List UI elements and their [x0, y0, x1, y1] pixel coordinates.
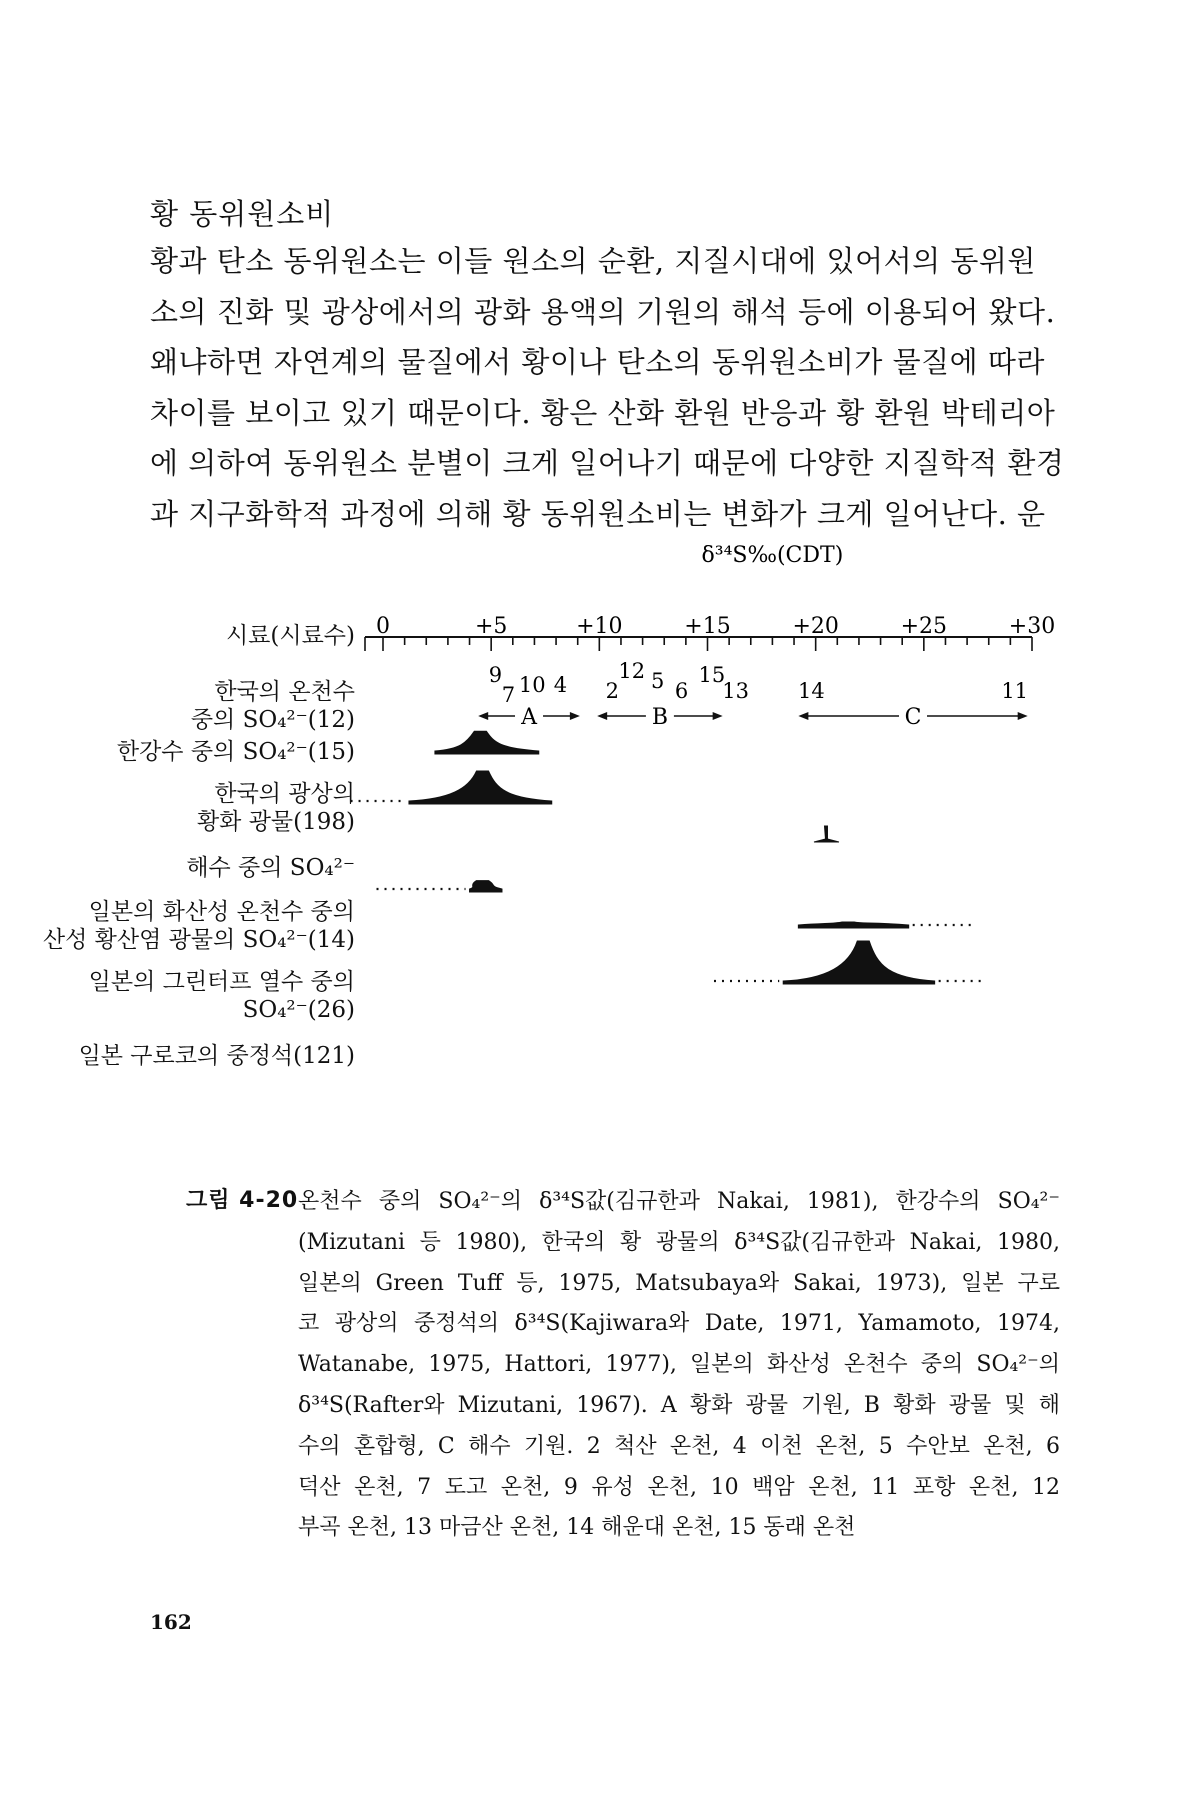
group-arrow-head [478, 712, 488, 720]
hot-spring-point-label: 11 [1001, 679, 1029, 703]
hot-spring-point-label: 9 [488, 663, 503, 687]
caption-line: 부곡 온천, 13 마금산 온천, 14 해운대 온천, 15 동래 온천 [298, 1515, 856, 1541]
isotope-figure [0, 543, 1200, 1165]
group-arrow-head [798, 712, 808, 720]
distribution-shape [783, 941, 934, 984]
group-arrow-head [713, 712, 723, 720]
body-line: 에 의하여 동위원소 분별이 크게 일어나기 때문에 다양한 지질학적 환경 [150, 446, 1065, 480]
tick-label: 0 [376, 614, 390, 639]
group-label: C [904, 705, 922, 730]
hot-spring-point-label: 13 [722, 679, 749, 703]
body-line: 소의 진화 및 광상에서의 광화 용액의 기원의 해석 등에 이용되어 왔다. [150, 294, 1056, 329]
group-arrow-head [597, 712, 607, 720]
body-paragraph [150, 236, 1065, 539]
caption-line: 수의 혼합형, C 해수 기원. 2 척산 온천, 4 이천 온천, 5 수안보 온천, 6 [298, 1433, 1060, 1459]
body-line: 차이를 보이고 있기 때문이다. 황은 산화 환원 반응과 황 환원 박테리아 [150, 395, 1056, 430]
hot-spring-point-label: 2 [605, 679, 620, 703]
caption-line: 덕산 온천, 7 도고 온천, 9 유성 온천, 10 백암 온천, 11 포항 온천, 12 [298, 1474, 1060, 1500]
tick-label: +30 [1008, 614, 1056, 639]
hot-spring-point-label: 5 [651, 669, 665, 693]
caption-line: Watanabe, 1975, Hattori, 1977), 일본의 화산성 온천수 중의 SO₄²⁻의 [298, 1352, 1060, 1378]
distribution-shape [470, 881, 502, 892]
row-label-han-river: 한강수 중의 SO₄²⁻(15) [116, 739, 355, 765]
hot-spring-point-label: 15 [698, 663, 726, 687]
isotope-chart [0, 543, 1200, 1165]
caption-body [298, 1183, 1060, 1550]
row-label-japan-volcanic-spring: 일본의 화산성 온천수 중의 산성 황산염 광물의 SO₄²⁻(14) [42, 899, 355, 953]
hot-spring-point-label: 14 [797, 679, 825, 703]
axis [365, 614, 1055, 651]
page-number: 162 [150, 1610, 192, 1634]
header-label: 시료(시료수) [225, 623, 355, 649]
caption-line: 코 광상의 중정석의 δ³⁴S(Kajiwara와 Date, 1971, Yamamoto, 1974, [298, 1311, 1060, 1337]
hot-spring-point-label: 6 [674, 679, 689, 703]
tick-label: +10 [576, 614, 623, 639]
caption-line: 일본의 Green Tuff 등, 1975, Matsubaya와 Sakai, 1973), 일본 구로 [298, 1270, 1060, 1296]
group-arrow-head [570, 712, 580, 720]
caption-line: δ³⁴S(Rafter와 Mizutani, 1967). A 황화 광물 기원, B 황화 광물 및 해 [298, 1392, 1060, 1418]
hot-spring-point-label: 7 [501, 683, 516, 707]
row-label-korean-ore-deposit: 한국의 광상의 황화 광물(198) [196, 781, 355, 835]
tick-label: +15 [684, 614, 731, 639]
group-label: B [651, 705, 668, 730]
group-label: A [521, 705, 537, 730]
distribution-shape [814, 826, 839, 842]
group-arrow-head [1018, 712, 1028, 720]
tick-label: +25 [900, 614, 948, 639]
hot-spring-points [489, 659, 1028, 707]
origin-groups [478, 705, 1027, 730]
distribution-shape [409, 771, 552, 804]
caption-line: (Mizutani 등 1980), 한국의 황 광물의 δ³⁴S값(김규한과 Nakai, 1980, [298, 1229, 1060, 1255]
tick-label: +20 [792, 614, 839, 639]
body-line: 황과 탄소 동위원소는 이들 원소의 순환, 지질시대에 있어서의 동위원 [150, 244, 1036, 278]
row-label-seawater: 해수 중의 SO₄²⁻ [186, 855, 355, 881]
hot-spring-point-label: 10 [518, 673, 546, 697]
hot-spring-point-label: 4 [553, 673, 568, 697]
distributions [351, 731, 985, 984]
distribution-shape [798, 922, 908, 928]
row-label-japan-green-tuff: 일본의 그린터프 열수 중의 SO₄²⁻(26) [88, 969, 355, 1023]
body-line: 왜냐하면 자연계의 물질에서 황이나 탄소의 동위원소비가 물질에 따라 [150, 345, 1045, 379]
row-label-japan-kuroko-barite: 일본 구로코의 중정석(121) [78, 1043, 355, 1069]
axis-title: δ³⁴S‰(CDT) [701, 543, 844, 568]
caption-label: 그림 4-20 [186, 1188, 299, 1213]
tick-label: +5 [474, 614, 508, 639]
section-heading: 황 동위원소비 [150, 197, 335, 231]
row-label-korean-hot-spring: 한국의 온천수 중의 SO₄²⁻(12) [190, 679, 355, 733]
caption-line: 온천수 중의 SO₄²⁻의 δ³⁴S값(김규한과 Nakai, 1981), 한강수의 SO₄²⁻ [298, 1189, 1060, 1214]
distribution-shape [435, 731, 539, 754]
hot-spring-point-label: 12 [618, 659, 646, 683]
body-line: 과 지구화학적 과정에 의해 황 동위원소비는 변화가 크게 일어난다. 운 [150, 496, 1046, 531]
